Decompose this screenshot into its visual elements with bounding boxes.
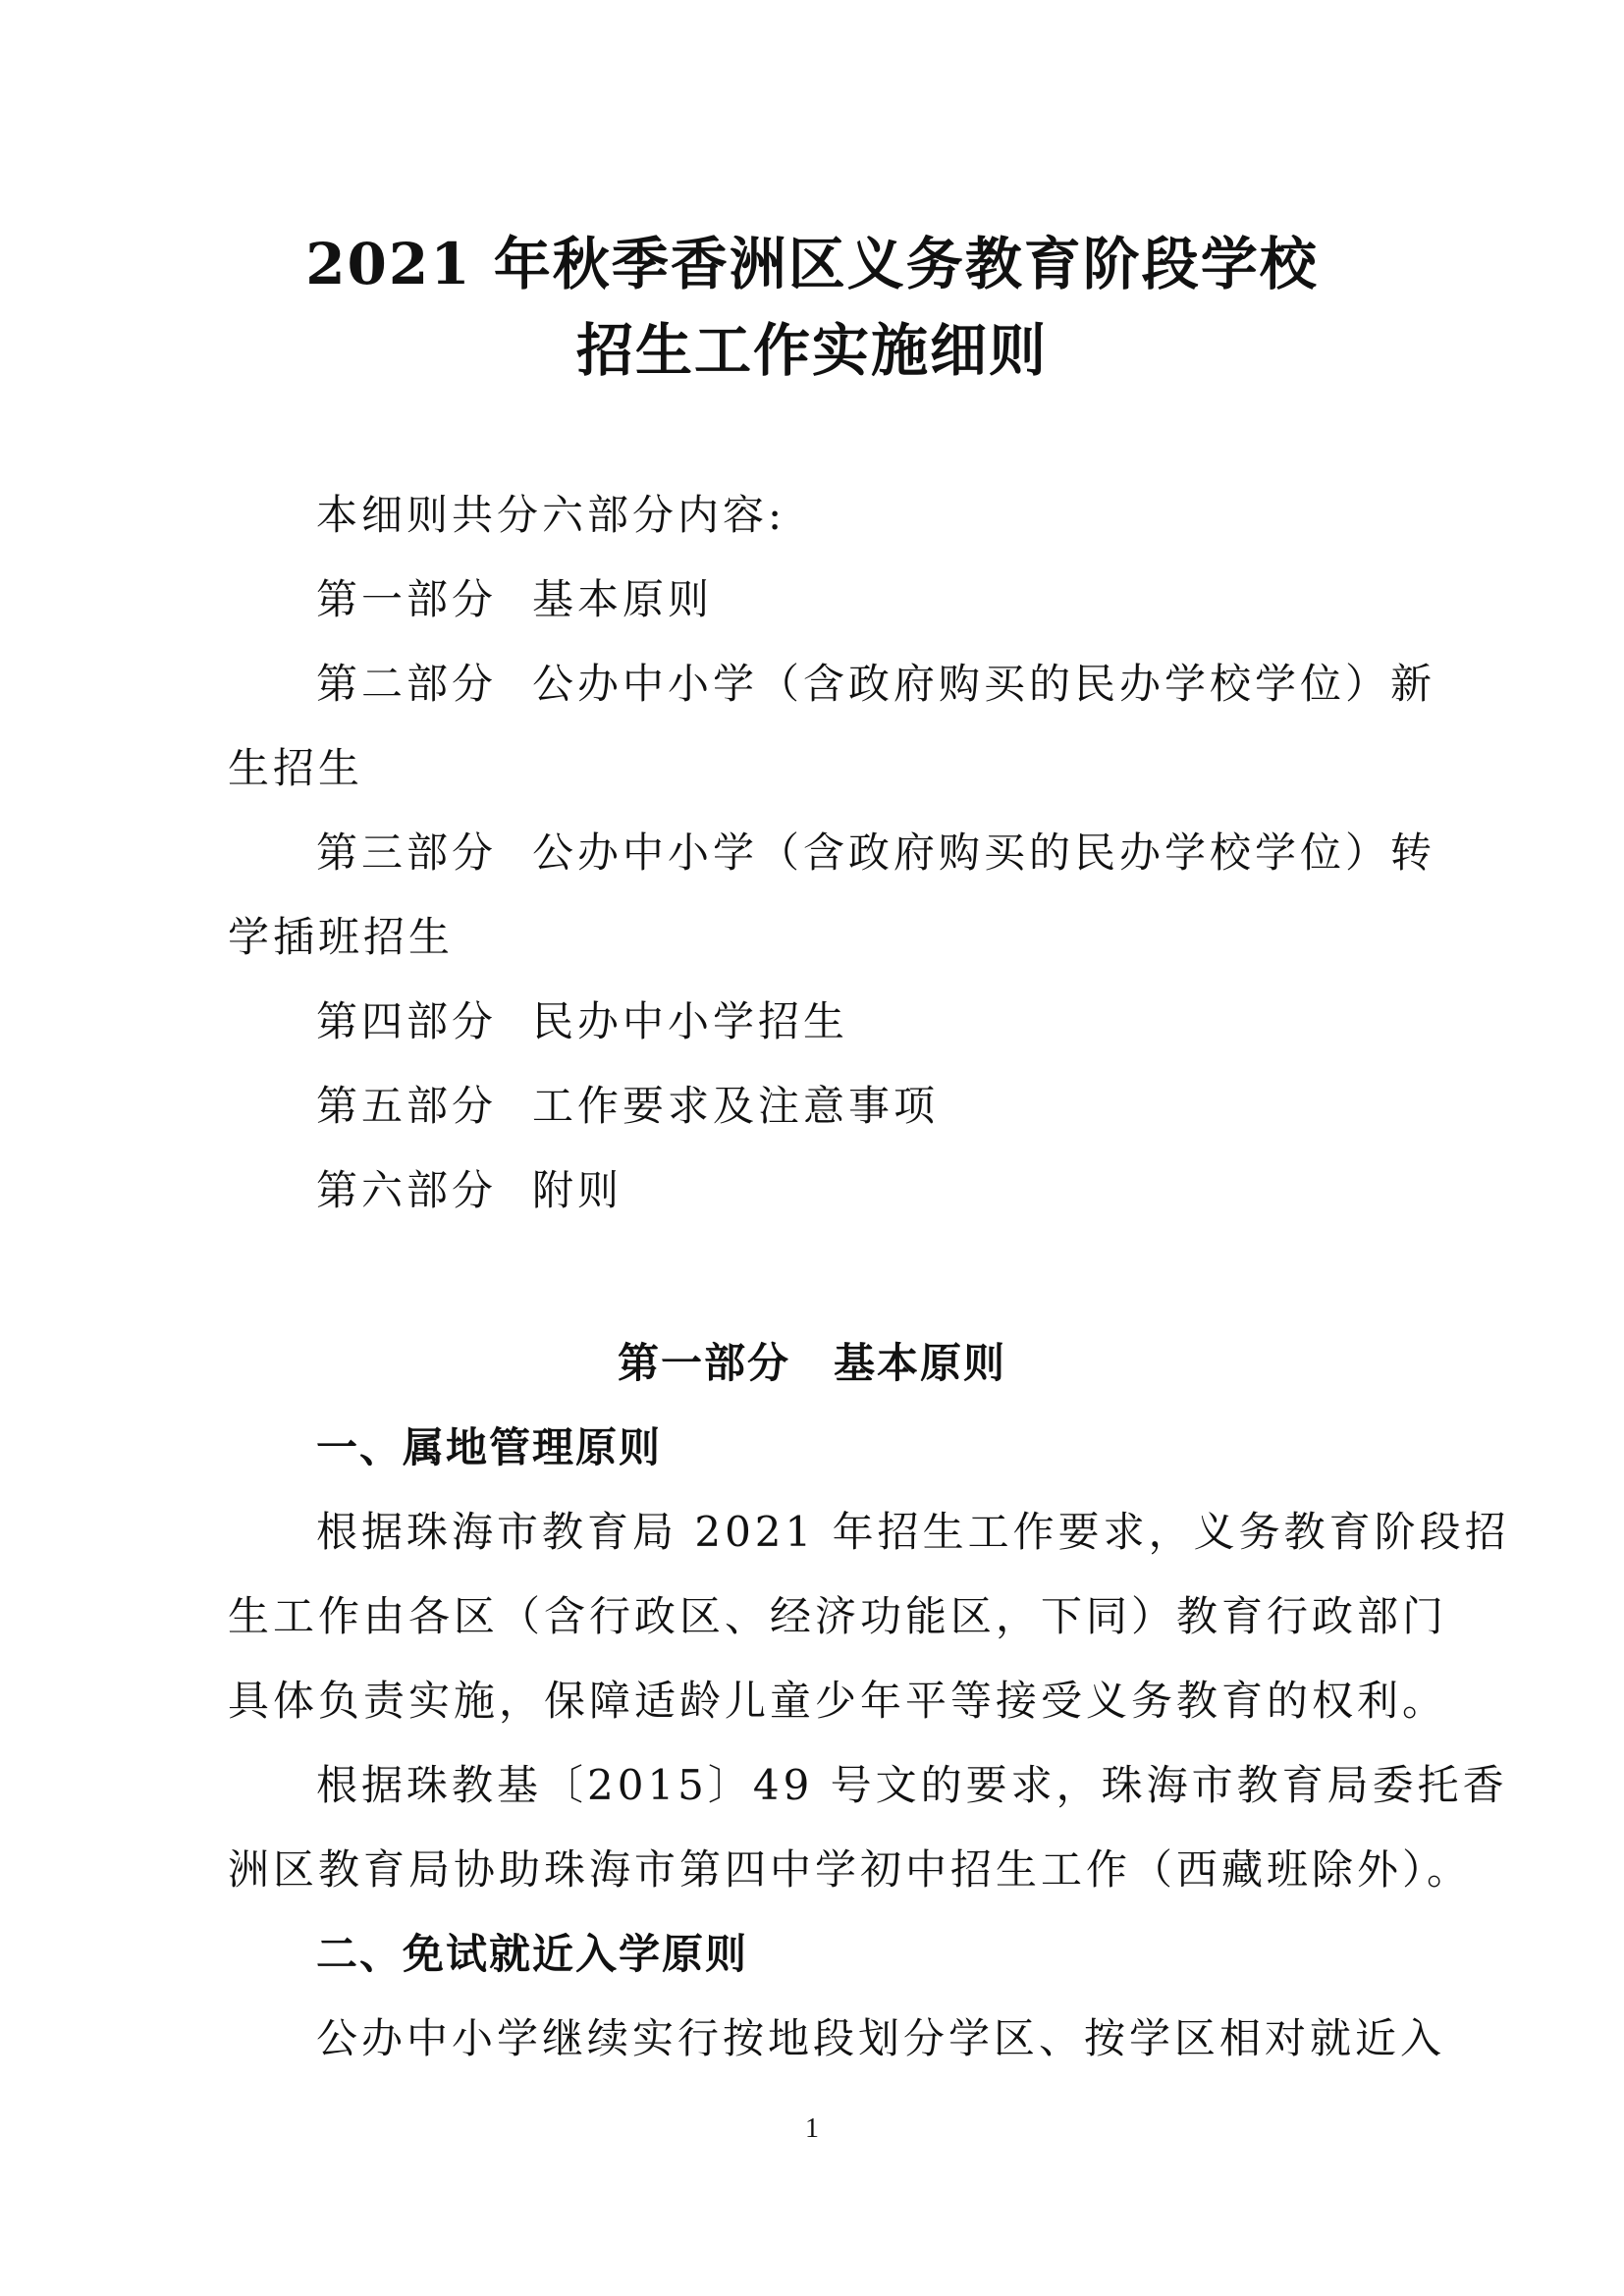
paragraph-line: 根据珠教基〔2015〕49 号文的要求，珠海市教育局委托香	[316, 1761, 1508, 1809]
toc-item-number: 第五部分	[316, 1082, 498, 1130]
subsection-heading-2: 二、免试就近入学原则	[316, 1930, 749, 1978]
toc-item-number: 第二部分	[316, 660, 498, 708]
toc-item-4	[316, 997, 849, 1045]
toc-item-text: 附则	[532, 1166, 623, 1214]
toc-item-2	[316, 660, 1436, 708]
toc-item-5	[316, 1082, 940, 1130]
toc-item-text: 公办中小学（含政府购买的民办学校学位）转	[532, 828, 1436, 877]
paragraph-line: 根据珠海市教育局 2021 年招生工作要求，义务教育阶段招	[316, 1508, 1510, 1556]
toc-item-text: 民办中小学招生	[532, 997, 849, 1045]
section-heading: 第一部分 基本原则	[617, 1339, 1006, 1387]
subsection-heading-1: 一、属地管理原则	[316, 1423, 663, 1471]
toc-item-text: 基本原则	[532, 575, 714, 623]
page-number: 1	[805, 2113, 819, 2144]
toc-item-number: 第三部分	[316, 828, 498, 877]
document-title-line-2: 招生工作实施细则	[575, 317, 1048, 384]
toc-item-text: 工作要求及注意事项	[532, 1082, 940, 1130]
paragraph-line: 洲区教育局协助珠海市第四中学初中招生工作（西藏班除外）。	[228, 1845, 1473, 1894]
toc-item-number: 第四部分	[316, 997, 498, 1045]
paragraph-line: 公办中小学继续实行按地段划分学区、按学区相对就近入	[316, 2014, 1446, 2062]
toc-item-6	[316, 1166, 623, 1214]
paragraph-line: 具体负责实施，保障适龄儿童少年平等接受义务教育的权利。	[228, 1677, 1448, 1725]
toc-intro: 本细则共分六部分内容:	[316, 491, 786, 539]
toc-item-3	[316, 828, 1436, 877]
toc-item-text: 公办中小学（含政府购买的民办学校学位）新	[532, 660, 1436, 708]
toc-item-1	[316, 575, 714, 623]
paragraph-line: 生工作由各区（含行政区、经济功能区，下同）教育行政部门	[228, 1592, 1448, 1640]
toc-item-number: 第一部分	[316, 575, 498, 623]
toc-item-number: 第六部分	[316, 1166, 498, 1214]
toc-item-3-continuation: 学插班招生	[228, 913, 455, 961]
document-title-line-1: 2021 年秋季香洲区义务教育阶段学校	[305, 231, 1319, 297]
toc-item-2-continuation: 生招生	[228, 744, 364, 792]
